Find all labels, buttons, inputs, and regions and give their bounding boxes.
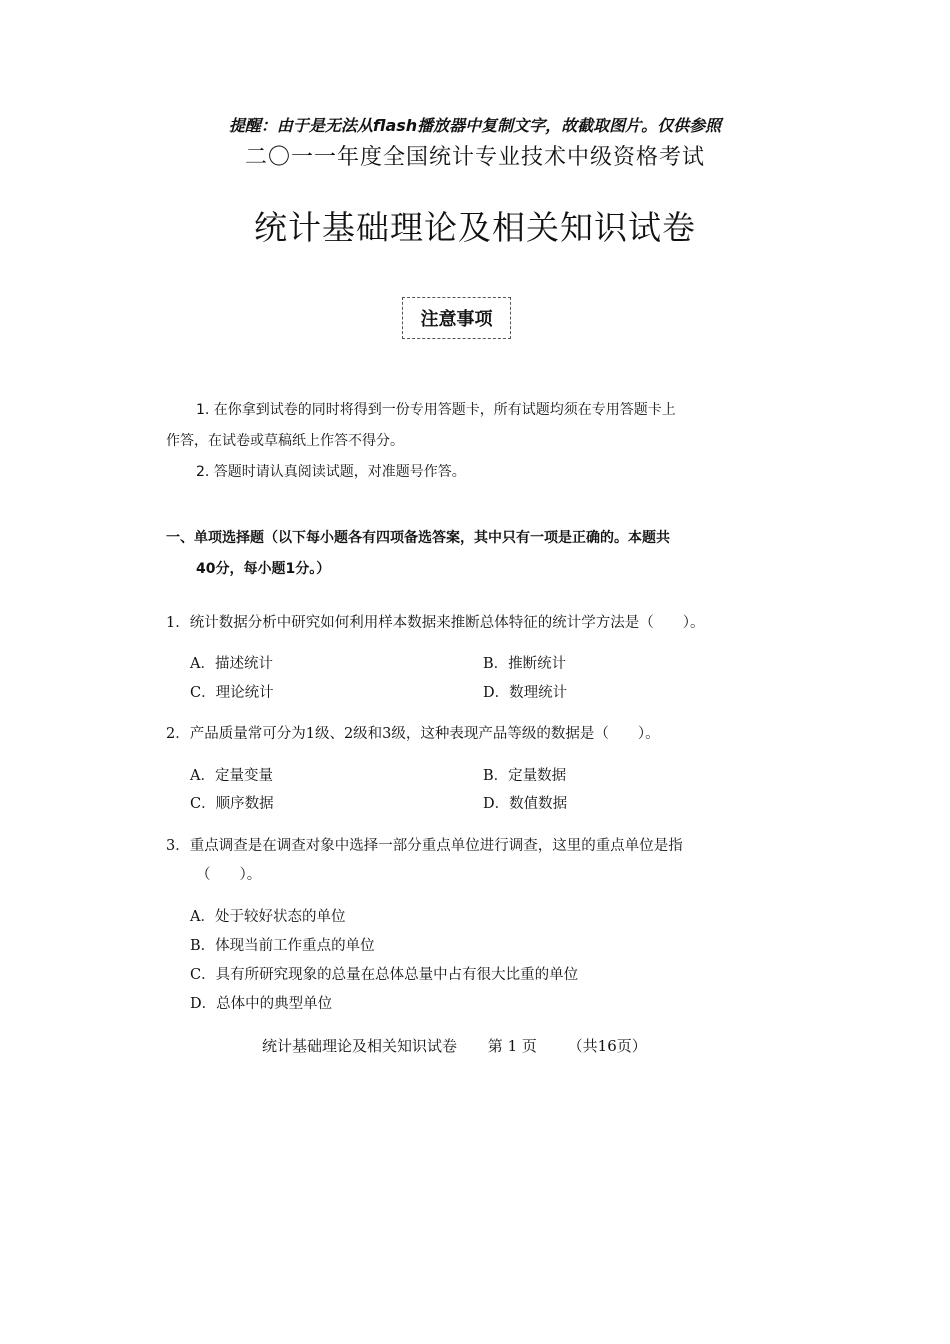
question-2-option-b: B．定量数据: [483, 768, 567, 784]
footer-total-pages: （共16页）: [567, 1037, 647, 1055]
question-3-stem: 3．重点调查是在调查对象中选择一部分重点单位进行调查，这里的重点单位是指: [166, 838, 683, 854]
notice-item-2: 2. 答题时请认真阅读试题，对准题号作答。: [196, 464, 466, 480]
question-1-stem: 1．统计数据分析中研究如何利用样本数据来推断总体特征的统计学方法是（ ）。: [166, 615, 705, 631]
question-3-option-d: D．总体中的典型单位: [190, 996, 333, 1012]
section-heading: 一、单项选择题（以下每小题各有四项备选答案，其中只有一项是正确的。本题共: [166, 530, 670, 546]
question-2-option-d: D．数值数据: [483, 796, 568, 812]
question-1-option-b: B．推断统计: [483, 656, 567, 672]
question-1-option-c: C．理论统计: [190, 685, 274, 701]
notice-box: [402, 297, 511, 339]
question-3-option-a: A．处于较好状态的单位: [190, 909, 346, 925]
question-2-option-a: A．定量变量: [190, 768, 273, 784]
question-3-option-c: C．具有所研究现象的总量在总体总量中占有很大比重的单位: [190, 967, 579, 983]
notice-item-1-cont: 作答，在试卷或草稿纸上作答不得分。: [166, 433, 404, 449]
section-heading-cont: 40分，每小题1分。）: [196, 561, 331, 577]
exam-year-heading: 二〇一一年度全国统计专业技术中级资格考试: [244, 145, 705, 170]
reminder-note: 提醒：由于是无法从flash播放器中复制文字，故截取图片。仅供参照: [228, 116, 722, 135]
question-2-option-c: C．顺序数据: [190, 796, 274, 812]
question-1-option-a: A．描述统计: [190, 656, 273, 672]
footer-page-number: 第 1 页: [487, 1037, 537, 1055]
notice-item-1: 1. 在你拿到试卷的同时将得到一份专用答题卡，所有试题均须在专用答题卡上: [196, 402, 676, 418]
notice-title: 注意事项: [420, 309, 493, 330]
question-3-stem-cont: （ ）。: [196, 867, 262, 883]
paper-title: 统计基础理论及相关知识试卷: [254, 208, 696, 247]
footer-paper-name: 统计基础理论及相关知识试卷: [262, 1037, 458, 1055]
page-footer: [262, 1035, 673, 1056]
question-1-option-d: D．数理统计: [483, 685, 568, 701]
question-3-option-b: B．体现当前工作重点的单位: [190, 938, 375, 954]
question-2-stem: 2．产品质量常可分为1级、2级和3级，这种表现产品等级的数据是（ ）。: [166, 726, 660, 742]
